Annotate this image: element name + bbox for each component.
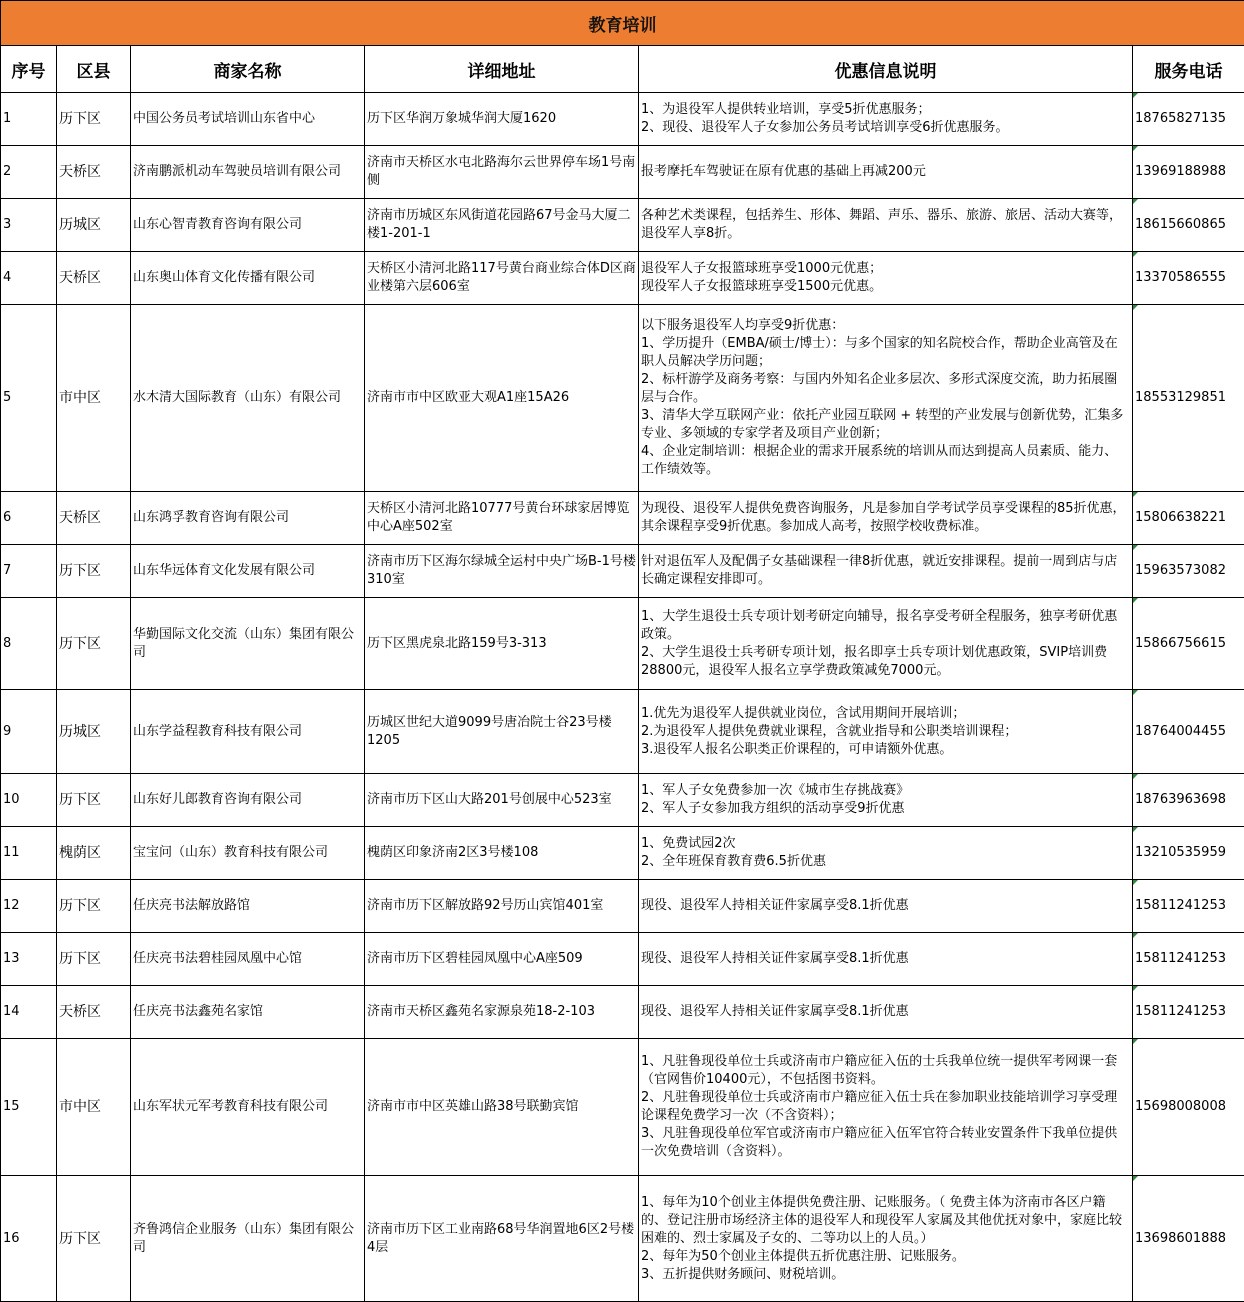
table-row bbox=[1, 986, 1244, 1039]
cell-comment-marker-icon bbox=[1133, 199, 1138, 204]
table-row bbox=[1, 880, 1244, 933]
header-seq: 序号 bbox=[1, 46, 57, 93]
cell-district: 历下区 bbox=[57, 1176, 131, 1302]
table-row bbox=[1, 199, 1244, 252]
phone-text: 18763963698 bbox=[1135, 792, 1226, 807]
phone-text: 13969188988 bbox=[1135, 164, 1226, 179]
cell-seq: 12 bbox=[1, 880, 57, 933]
cell-address: 济南市历下区解放路92号历山宾馆401室 bbox=[365, 880, 639, 933]
cell-address: 济南市市中区欧亚大观A1座15A26 bbox=[365, 305, 639, 492]
cell-comment-marker-icon bbox=[1133, 1176, 1138, 1181]
cell-address: 济南市天桥区水屯北路海尔云世界停车场1号南侧 bbox=[365, 146, 639, 199]
cell-address: 槐荫区印象济南2区3号楼108 bbox=[365, 827, 639, 880]
table-row bbox=[1, 1176, 1244, 1302]
cell-comment-marker-icon bbox=[1133, 305, 1138, 310]
cell-seq: 4 bbox=[1, 252, 57, 305]
cell-seq: 15 bbox=[1, 1039, 57, 1176]
cell-phone bbox=[1133, 1176, 1244, 1302]
table-body bbox=[1, 93, 1244, 1302]
table-row bbox=[1, 933, 1244, 986]
cell-merchant-name: 山东心智青教育咨询有限公司 bbox=[131, 199, 365, 252]
cell-district: 历下区 bbox=[57, 93, 131, 146]
table-row bbox=[1, 305, 1244, 492]
cell-seq: 3 bbox=[1, 199, 57, 252]
phone-text: 15811241253 bbox=[1135, 1004, 1226, 1019]
cell-address: 济南市历城区东风街道花园路67号金马大厦二楼1-201-1 bbox=[365, 199, 639, 252]
cell-phone bbox=[1133, 933, 1244, 986]
header-merchant-name: 商家名称 bbox=[131, 46, 365, 93]
cell-merchant-name: 齐鲁鸿信企业服务（山东）集团有限公司 bbox=[131, 1176, 365, 1302]
cell-address: 历下区黑虎泉北路159号3-313 bbox=[365, 598, 639, 690]
cell-merchant-name: 山东好儿郎教育咨询有限公司 bbox=[131, 774, 365, 827]
cell-address: 济南市历下区工业南路68号华润置地6区2号楼4层 bbox=[365, 1176, 639, 1302]
cell-district: 历城区 bbox=[57, 690, 131, 774]
cell-comment-marker-icon bbox=[1133, 545, 1138, 550]
cell-merchant-name: 华勤国际文化交流（山东）集团有限公司 bbox=[131, 598, 365, 690]
cell-seq: 14 bbox=[1, 986, 57, 1039]
cell-phone bbox=[1133, 252, 1244, 305]
cell-district: 历下区 bbox=[57, 774, 131, 827]
cell-phone bbox=[1133, 598, 1244, 690]
cell-comment-marker-icon bbox=[1133, 492, 1138, 497]
cell-district: 历下区 bbox=[57, 933, 131, 986]
phone-text: 13370586555 bbox=[1135, 270, 1226, 285]
cell-discount-info: 1.优先为退役军人提供就业岗位，含试用期间开展培训； 2.为退役军人提供免费就业课程，含就业指导和公职类培训课程； 3.退役军人报名公职类正价课程的，可申请额外优惠。 bbox=[639, 690, 1133, 774]
phone-text: 13698601888 bbox=[1135, 1230, 1226, 1246]
cell-district: 天桥区 bbox=[57, 146, 131, 199]
cell-merchant-name: 宝宝问（山东）教育科技有限公司 bbox=[131, 827, 365, 880]
cell-seq: 9 bbox=[1, 690, 57, 774]
cell-seq: 11 bbox=[1, 827, 57, 880]
cell-address: 天桥区小清河北路117号黄台商业综合体D区商业楼第六层606室 bbox=[365, 252, 639, 305]
cell-district: 历下区 bbox=[57, 545, 131, 598]
cell-phone bbox=[1133, 986, 1244, 1039]
cell-address: 济南市历下区山大路201号创展中心523室 bbox=[365, 774, 639, 827]
cell-address: 济南市天桥区鑫苑名家源泉苑18-2-103 bbox=[365, 986, 639, 1039]
cell-discount-info: 以下服务退役军人均享受9折优惠： 1、学历提升（EMBA/硕士/博士）：与多个国家的知名院校合作，帮助企业高管及在职人员解决学历问题； 2、标杆游学及商务考察：与国内外知名企业多层次、多形式深度交流，助力拓展圈层与合作。 3、清华大学互联网产业：依托产业园互联网 + 转型的产业发展与创新优势，汇集多专业、多领域的专家学者及项目产业创新； 4、企业定制培训：根据企业的需求开展系统的培训从而达到提高人员素质、能力、工作绩效等。 bbox=[639, 305, 1133, 492]
cell-district: 天桥区 bbox=[57, 492, 131, 545]
cell-phone bbox=[1133, 1039, 1244, 1176]
cell-comment-marker-icon bbox=[1133, 690, 1138, 695]
cell-merchant-name: 任庆亮书法解放路馆 bbox=[131, 880, 365, 933]
cell-phone bbox=[1133, 827, 1244, 880]
cell-phone bbox=[1133, 93, 1244, 146]
header-row bbox=[1, 46, 1244, 93]
cell-seq: 8 bbox=[1, 598, 57, 690]
table-title: 教育培训 bbox=[1, 1, 1244, 46]
phone-text: 18615660865 bbox=[1135, 217, 1226, 232]
phone-text: 18765827135 bbox=[1135, 111, 1226, 126]
cell-discount-info: 现役、退役军人持相关证件家属享受8.1折优惠 bbox=[639, 880, 1133, 933]
phone-text: 15811241253 bbox=[1135, 951, 1226, 966]
cell-merchant-name: 水木清大国际教育（山东）有限公司 bbox=[131, 305, 365, 492]
table-row bbox=[1, 827, 1244, 880]
phone-text: 15698008008 bbox=[1135, 1099, 1226, 1114]
cell-discount-info: 1、为退役军人提供转业培训，享受5折优惠服务； 2、现役、退役军人子女参加公务员考试培训享受6折优惠服务。 bbox=[639, 93, 1133, 146]
phone-text: 15963573082 bbox=[1135, 563, 1226, 578]
cell-merchant-name: 任庆亮书法鑫苑名家馆 bbox=[131, 986, 365, 1039]
phone-text: 18553129851 bbox=[1135, 390, 1226, 405]
cell-phone bbox=[1133, 774, 1244, 827]
cell-discount-info: 1、免费试园2次 2、全年班保育教育费6.5折优惠 bbox=[639, 827, 1133, 880]
cell-discount-info: 1、军人子女免费参加一次《城市生存挑战赛》 2、军人子女参加我方组织的活动享受9折优惠 bbox=[639, 774, 1133, 827]
header-address: 详细地址 bbox=[365, 46, 639, 93]
cell-seq: 1 bbox=[1, 93, 57, 146]
cell-comment-marker-icon bbox=[1133, 827, 1138, 832]
cell-address: 济南市市中区英雄山路38号联勤宾馆 bbox=[365, 1039, 639, 1176]
cell-seq: 2 bbox=[1, 146, 57, 199]
header-district: 区县 bbox=[57, 46, 131, 93]
cell-seq: 10 bbox=[1, 774, 57, 827]
header-phone: 服务电话 bbox=[1133, 46, 1244, 93]
cell-address: 天桥区小清河北路10777号黄台环球家居博览中心A座502室 bbox=[365, 492, 639, 545]
cell-phone bbox=[1133, 690, 1244, 774]
cell-address: 历城区世纪大道9099号唐冶院士谷23号楼1205 bbox=[365, 690, 639, 774]
cell-merchant-name: 山东奥山体育文化传播有限公司 bbox=[131, 252, 365, 305]
table-row bbox=[1, 492, 1244, 545]
cell-comment-marker-icon bbox=[1133, 774, 1138, 779]
cell-discount-info: 各种艺术类课程，包括养生、形体、舞蹈、声乐、器乐、旅游、旅居、活动大赛等，退役军人享8折。 bbox=[639, 199, 1133, 252]
cell-district: 历下区 bbox=[57, 598, 131, 690]
cell-merchant-name: 山东学益程教育科技有限公司 bbox=[131, 690, 365, 774]
table-row bbox=[1, 774, 1244, 827]
table-row bbox=[1, 252, 1244, 305]
cell-comment-marker-icon bbox=[1133, 933, 1138, 938]
cell-address: 济南市历下区碧桂园凤凰中心A座509 bbox=[365, 933, 639, 986]
cell-comment-marker-icon bbox=[1133, 598, 1138, 603]
cell-district: 市中区 bbox=[57, 1039, 131, 1176]
cell-discount-info: 针对退伍军人及配偶子女基础课程一律8折优惠，就近安排课程。提前一周到店与店长确定课程安排即可。 bbox=[639, 545, 1133, 598]
cell-phone bbox=[1133, 492, 1244, 545]
cell-seq: 13 bbox=[1, 933, 57, 986]
phone-text: 15811241253 bbox=[1135, 898, 1226, 913]
cell-comment-marker-icon bbox=[1133, 1039, 1138, 1044]
cell-phone bbox=[1133, 545, 1244, 598]
phone-text: 13210535959 bbox=[1135, 845, 1226, 860]
cell-merchant-name: 任庆亮书法碧桂园凤凰中心馆 bbox=[131, 933, 365, 986]
phone-text: 18764004455 bbox=[1135, 723, 1226, 739]
cell-address: 历下区华润万象城华润大厦1620 bbox=[365, 93, 639, 146]
cell-discount-info: 退役军人子女报篮球班享受1000元优惠； 现役军人子女报篮球班享受1500元优惠。 bbox=[639, 252, 1133, 305]
cell-district: 槐荫区 bbox=[57, 827, 131, 880]
cell-merchant-name: 济南鹏派机动车驾驶员培训有限公司 bbox=[131, 146, 365, 199]
cell-discount-info: 1、凡驻鲁现役单位士兵或济南市户籍应征入伍的士兵我单位统一提供军考网课一套（官网售价10400元），不包括图书资料。 2、凡驻鲁现役单位士兵或济南市户籍应征入伍士兵在参加职业技能培训学习享受理论课程免费学习一次（不含资料）； 3、凡驻鲁现役单位军官或济南市户籍应征入伍军官符合转业安置条件下我单位提供一次免费培训（含资料）。 bbox=[639, 1039, 1133, 1176]
cell-discount-info: 现役、退役军人持相关证件家属享受8.1折优惠 bbox=[639, 933, 1133, 986]
phone-text: 15806638221 bbox=[1135, 510, 1226, 525]
cell-district: 天桥区 bbox=[57, 986, 131, 1039]
cell-discount-info: 1、大学生退役士兵专项计划考研定向辅导，报名享受考研全程服务，独享考研优惠政策。 2、大学生退役士兵考研专项计划，报名即享士兵专项计划优惠政策，SVIP培训费28800元，退役军人报名立享学费政策减免7000元。 bbox=[639, 598, 1133, 690]
cell-merchant-name: 山东华远体育文化发展有限公司 bbox=[131, 545, 365, 598]
cell-comment-marker-icon bbox=[1133, 146, 1138, 151]
cell-seq: 5 bbox=[1, 305, 57, 492]
table-row bbox=[1, 146, 1244, 199]
cell-comment-marker-icon bbox=[1133, 986, 1138, 991]
cell-phone bbox=[1133, 199, 1244, 252]
cell-merchant-name: 山东鸿孚教育咨询有限公司 bbox=[131, 492, 365, 545]
cell-comment-marker-icon bbox=[1133, 252, 1138, 257]
cell-merchant-name: 山东军状元军考教育科技有限公司 bbox=[131, 1039, 365, 1176]
table-row bbox=[1, 93, 1244, 146]
cell-address: 济南市历下区海尔绿城全运村中央广场B-1号楼310室 bbox=[365, 545, 639, 598]
cell-comment-marker-icon bbox=[1133, 880, 1138, 885]
table-row bbox=[1, 598, 1244, 690]
phone-text: 15866756615 bbox=[1135, 635, 1226, 651]
cell-phone bbox=[1133, 880, 1244, 933]
cell-district: 历下区 bbox=[57, 880, 131, 933]
table-row bbox=[1, 1039, 1244, 1176]
header-discount-info: 优惠信息说明 bbox=[639, 46, 1133, 93]
cell-district: 市中区 bbox=[57, 305, 131, 492]
cell-district: 天桥区 bbox=[57, 252, 131, 305]
cell-discount-info: 1、每年为10个创业主体提供免费注册、记账服务。（ 免费主体为济南市各区户籍的、登记注册市场经济主体的退役军人和现役军人家属及其他优抚对象中，家庭比较困难的、烈士家属及子女的、二等功以上的人员。） 2、每年为50个创业主体提供五折优惠注册、记账服务。 3、五折提供财务顾问、财税培训。 bbox=[639, 1176, 1133, 1302]
cell-seq: 6 bbox=[1, 492, 57, 545]
table-row bbox=[1, 690, 1244, 774]
cell-discount-info: 现役、退役军人持相关证件家属享受8.1折优惠 bbox=[639, 986, 1133, 1039]
cell-phone bbox=[1133, 146, 1244, 199]
cell-phone bbox=[1133, 305, 1244, 492]
cell-comment-marker-icon bbox=[1133, 93, 1138, 98]
cell-district: 历城区 bbox=[57, 199, 131, 252]
cell-seq: 7 bbox=[1, 545, 57, 598]
cell-discount-info: 为现役、退役军人提供免费咨询服务，凡是参加自学考试学员享受课程的85折优惠，其余课程享受9折优惠。参加成人高考，按照学校收费标准。 bbox=[639, 492, 1133, 545]
table-row bbox=[1, 545, 1244, 598]
cell-seq: 16 bbox=[1, 1176, 57, 1302]
cell-merchant-name: 中国公务员考试培训山东省中心 bbox=[131, 93, 365, 146]
cell-discount-info: 报考摩托车驾驶证在原有优惠的基础上再减200元 bbox=[639, 146, 1133, 199]
